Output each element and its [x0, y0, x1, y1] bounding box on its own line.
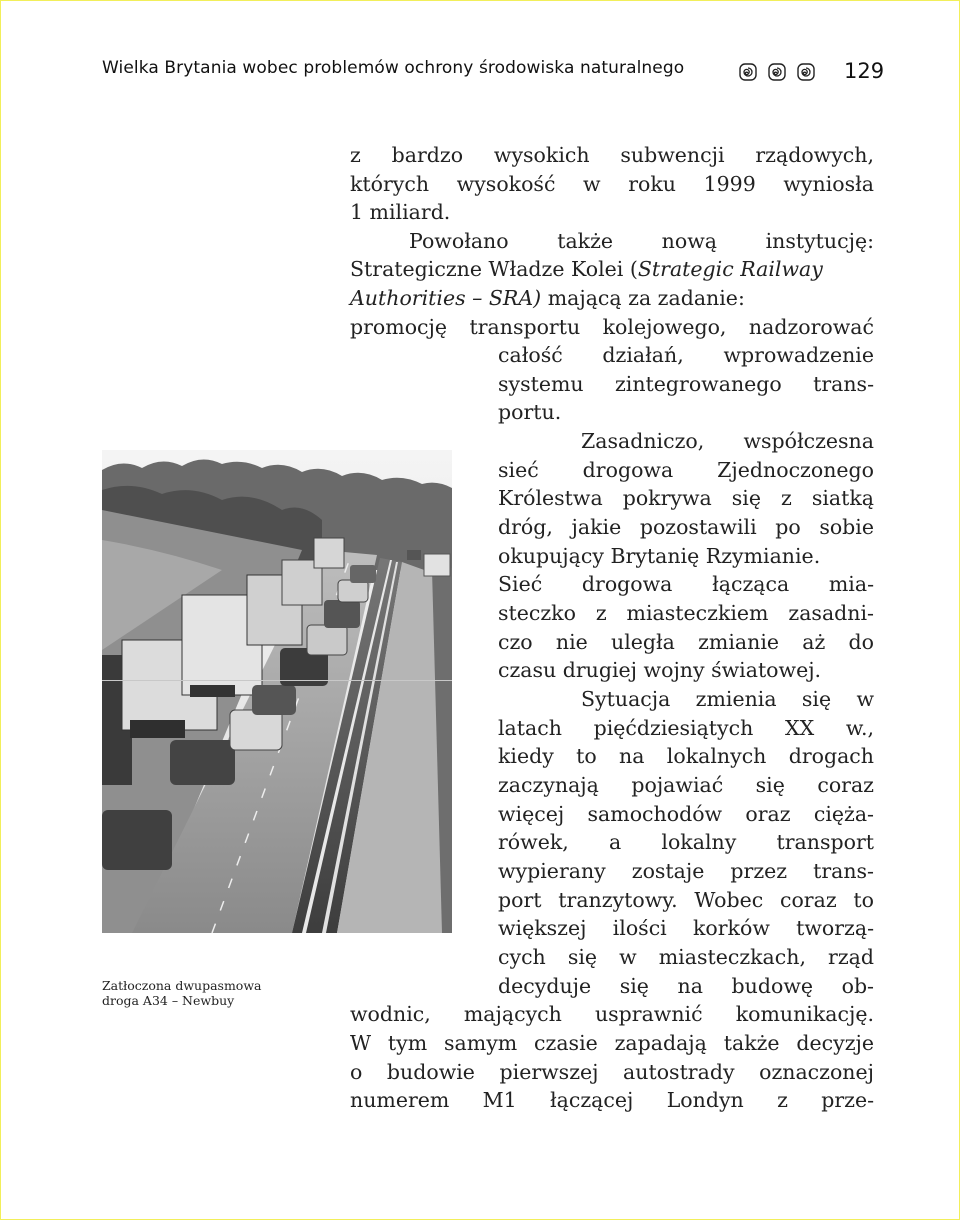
- spiral-icon: [739, 63, 757, 81]
- text-line: [350, 284, 874, 313]
- photo-caption: [102, 978, 282, 1008]
- italic-span: Strategic Railway: [637, 257, 823, 281]
- text-line: systemu zintegrowanego trans-: [498, 372, 874, 396]
- text-line: port tranzytowy. Wobec coraz to: [498, 888, 874, 912]
- text-line: więcej samochodów oraz cięża-: [498, 802, 874, 826]
- text-line: decyduje się na budowę ob-: [498, 974, 874, 998]
- text-line: portu.: [498, 400, 562, 424]
- road-photo: [102, 450, 452, 933]
- text-line: większej ilości korków tworzą-: [498, 916, 874, 940]
- text-line: wodnic, mających usprawnić komunikację.: [350, 1002, 874, 1026]
- text-line: kiedy to na lokalnych drogach: [498, 744, 874, 768]
- text-line: latach pięćdziesiątych XX w.,: [498, 716, 874, 740]
- text-line: Królestwa pokrywa się z siatką: [498, 486, 874, 510]
- text-line: cych się w miasteczkach, rząd: [498, 945, 874, 969]
- text-line: [350, 255, 874, 284]
- spiral-icon: [768, 63, 786, 81]
- spiral-icon: [797, 63, 815, 81]
- text-line: promocję transportu kolejowego, nadzorować: [350, 315, 874, 339]
- text-span: mającą za zadanie:: [541, 286, 745, 310]
- text-line: czasu drugiej wojny światowej.: [498, 658, 822, 682]
- text-line: sieć drogowa Zjednoczonego: [498, 458, 874, 482]
- text-line: Zasadniczo, współczesna: [581, 429, 874, 453]
- text-line: okupujący Brytanię Rzymianie.: [498, 544, 821, 568]
- text-line: steczko z miasteczkiem zasadni-: [498, 601, 874, 625]
- text-line: których wysokość w roku 1999 wyniosła: [350, 172, 874, 196]
- text-line: dróg, jakie pozostawili po sobie: [498, 515, 874, 539]
- text-line: 1 miliard.: [350, 200, 451, 224]
- text-line: Sieć drogowa łącząca mia-: [498, 572, 874, 596]
- text-line: rówek, a lokalny transport: [498, 830, 874, 854]
- text-line: zaczynają pojawiać się coraz: [498, 773, 874, 797]
- text-line: wypierany zostaje przez trans-: [498, 859, 874, 883]
- italic-span: Authorities – SRA): [350, 286, 542, 310]
- text-line: Powołano także nową instytucję:: [409, 229, 874, 253]
- text-line: Sytuacja zmienia się w: [581, 687, 874, 711]
- page-number: 129: [844, 59, 885, 83]
- text-line: całość działań, wprowadzenie: [498, 343, 874, 367]
- text-line: o budowie pierwszej autostrady oznaczonej: [350, 1060, 874, 1084]
- text-line: czo nie uległa zmianie aż do: [498, 630, 874, 654]
- text-span: Strategiczne Władze Kolei (: [350, 257, 638, 281]
- header-ornaments: [739, 63, 821, 82]
- caption-line: droga A34 – Newbuy: [102, 993, 235, 1008]
- text-line: z bardzo wysokich subwencji rządowych,: [350, 143, 874, 167]
- running-title: Wielka Brytania wobec problemów ochrony środowiska naturalnego: [102, 58, 685, 78]
- text-line: W tym samym czasie zapadają także decyzje: [350, 1031, 874, 1055]
- caption-line: Zatłoczona dwupasmowa: [102, 978, 262, 993]
- text-line: numerem M1 łączącej Londyn z prze-: [350, 1088, 874, 1112]
